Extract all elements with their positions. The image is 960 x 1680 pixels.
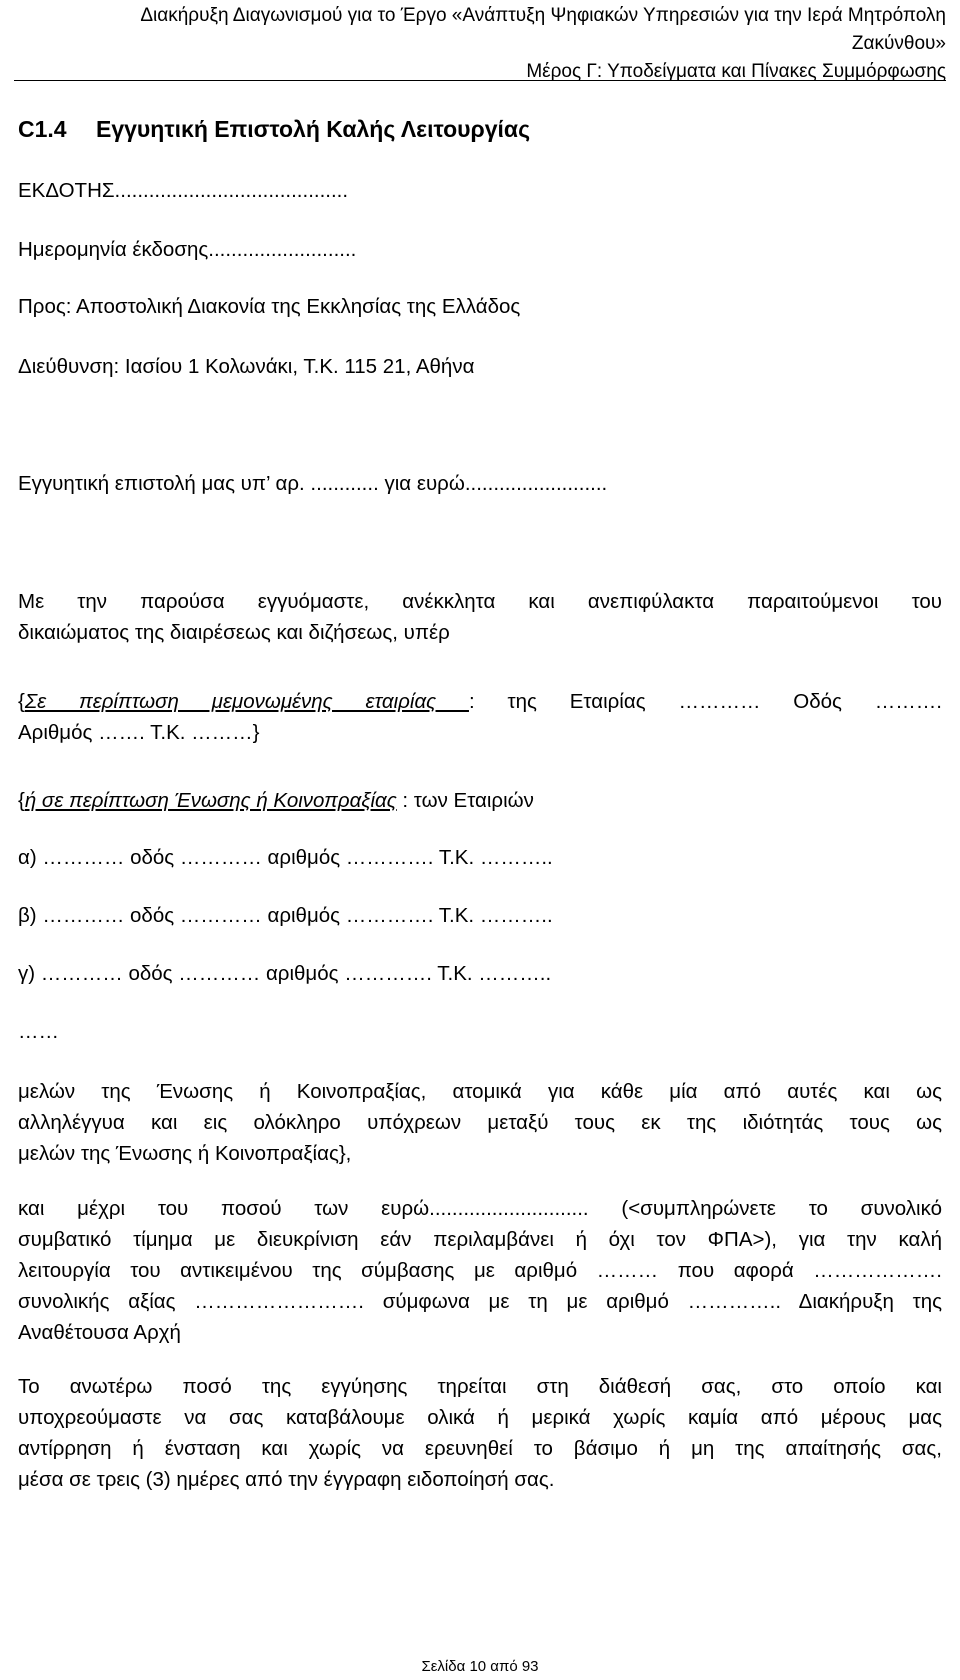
section-title (18, 116, 530, 143)
member-b: β) ………… οδός ………… αριθμός …………. Τ.Κ. ……….. (18, 904, 553, 927)
guarantee-reference: Εγγυητική επιστολή μας υπ’ αρ. ............ για ευρώ......................... (18, 472, 608, 495)
consortium-line-1: μελών της Ένωσης ή Κοινοπραξίας, ατομικά για κάθε μία από αυτές και ως (18, 1080, 942, 1103)
amount-paragraph (18, 1193, 942, 1348)
section-number: C1.4 (18, 116, 67, 142)
obligation-line-1: Το ανωτέρω ποσό της εγγύησης τηρείται στη διάθεσή σας, στο οποίο και (18, 1375, 942, 1398)
issue-date-line: Ημερομηνία έκδοσης.......................... (18, 238, 357, 261)
amount-line-4: συνολικής αξίας ……………………. σύμφωνα με τη με αριθμό ………….. Διακήρυξη της (18, 1290, 942, 1313)
section-title-text: Εγγυητική Επιστολή Καλής Λειτουργίας (96, 116, 531, 142)
address-line: Διεύθυνση: Ιασίου 1 Κολωνάκι, Τ.Κ. 115 21, Αθήνα (18, 355, 475, 378)
obligation-line-3: αντίρρηση ή ένσταση και χωρίς να ερευνηθεί το βάσιμο ή μη της απαίτησής σας, (18, 1437, 942, 1460)
issuer-line: ΕΚΔΟΤΗΣ......................................... (18, 179, 349, 202)
header-line-2: Ζακύνθου» (851, 33, 946, 54)
single-company-clause (18, 686, 942, 748)
consortium-paragraph (18, 1076, 942, 1169)
member-a: α) ………… οδός ………… αριθμός …………. Τ.Κ. ……….. (18, 846, 553, 869)
obligation-line-2: υποχρεούμαστε να σας καταβάλουμε ολικά ή μερικά χωρίς καμία από μέρους μας (18, 1406, 942, 1429)
intro-paragraph (18, 586, 942, 648)
page-header (46, 2, 946, 86)
member-c: γ) ………… οδός ………… αριθμός …………. Τ.Κ. ……….. (18, 962, 552, 985)
header-line-3: Μέρος Γ: Υποδείγματα και Πίνακες Συμμόρφωσης (526, 61, 946, 82)
header-divider (14, 80, 946, 81)
intro-line-2: δικαιώματος της διαιρέσεως και διζήσεως, υπέρ (18, 621, 450, 644)
amount-line-5: Αναθέτουσα Αρχή (18, 1321, 181, 1344)
intro-line-1: Με την παρούσα εγγυόμαστε, ανέκκλητα και ανεπιφύλακτα παραιτούμενοι του (18, 590, 942, 613)
consortium-line-2: αλληλέγγυα και εις ολόκληρο υπόχρεων μεταξύ τους εκ της ιδιότητάς τους ως (18, 1111, 942, 1134)
page-number: Σελίδα 10 από 93 (421, 1658, 539, 1675)
members-ellipsis: …… (18, 1020, 59, 1043)
amount-line-2: συμβατικό τίμημα με διευκρίνιση εάν περιλαμβάνει ή όχι τον ΦΠΑ>), για την καλή (18, 1228, 942, 1251)
single-company-line-1: {Σε περίπτωση μεμονωμένης εταιρίας : της Εταιρίας ………… Οδός ………. (18, 690, 942, 713)
obligation-line-4: μέσα σε τρεις (3) ημέρες από την έγγραφη ειδοποίησή σας. (18, 1468, 555, 1491)
consortium-line-3: μελών της Ένωσης ή Κοινοπραξίας}, (18, 1142, 352, 1165)
consortium-clause: {ή σε περίπτωση Ένωσης ή Κοινοπραξίας : των Εταιριών (18, 789, 534, 812)
recipient-line: Προς: Αποστολική Διακονία της Εκκλησίας της Ελλάδος (18, 295, 521, 318)
amount-line-1: και μέχρι του ποσού των ευρώ............................ (<συμπληρώνετε το συνολικό (18, 1197, 942, 1220)
obligation-paragraph (18, 1371, 942, 1495)
amount-line-3: λειτουργία του αντικειμένου της σύμβασης με αριθμό ……… που αφορά ………………. (18, 1259, 942, 1282)
single-company-line-2: Αριθμός ……. Τ.Κ. ………} (18, 721, 260, 744)
header-line-1: Διακήρυξη Διαγωνισμού για το Έργο «Ανάπτυξη Ψηφιακών Υπηρεσιών για την Ιερά Μητρόπολη (140, 5, 946, 26)
